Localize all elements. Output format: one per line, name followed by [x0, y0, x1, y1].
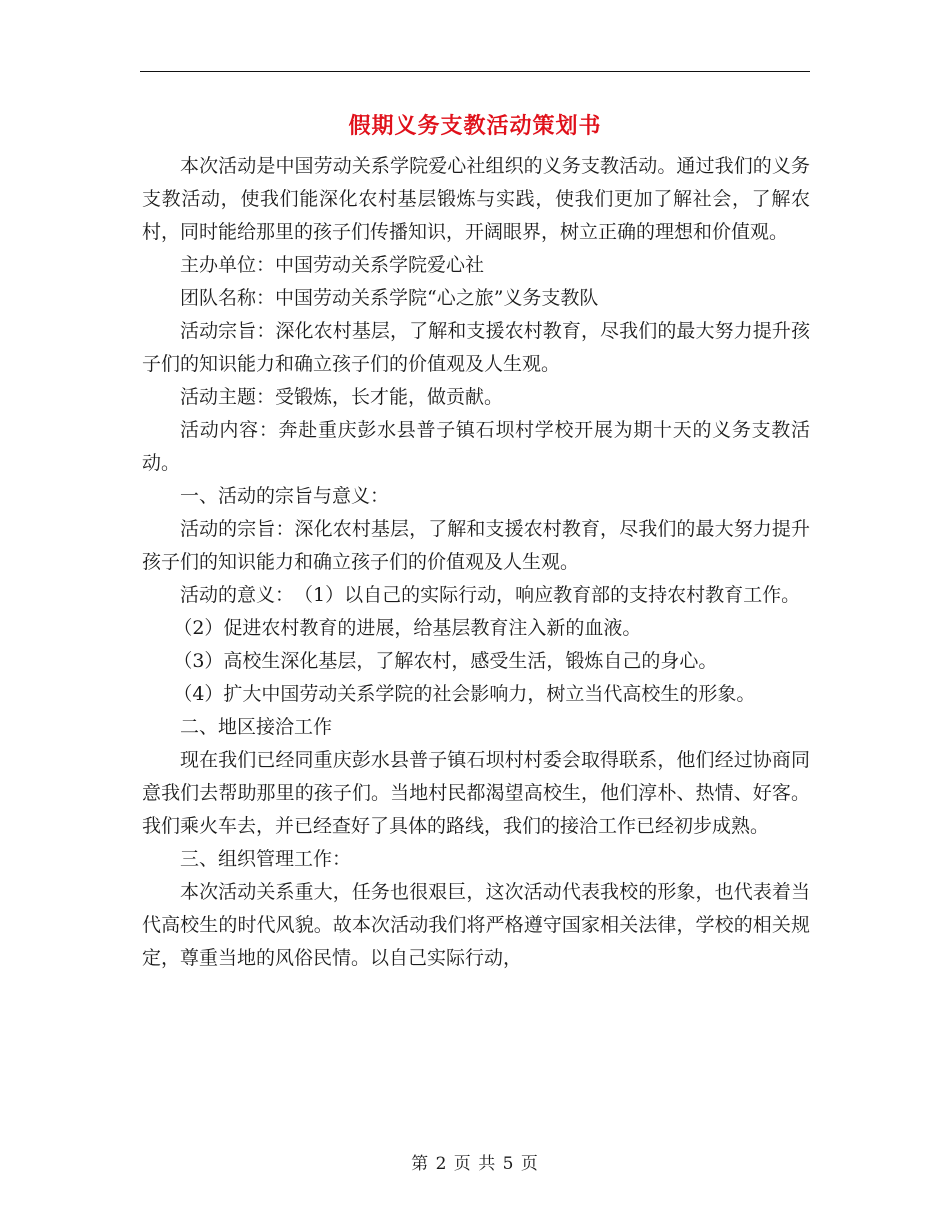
paragraph: 活动的宗旨：深化农村基层，了解和支援农村教育，尽我们的最大努力提升孩子们的知识能力和确立孩子们的价值观及人生观。 — [142, 518, 810, 573]
section-heading: 一、活动的宗旨与意义： — [180, 485, 390, 507]
paragraph: 团队名称：中国劳动关系学院“心之旅”义务支教队 — [180, 287, 599, 309]
list-item: （4）扩大中国劳动关系学院的社会影响力，树立当代高校生的形象。 — [173, 683, 756, 705]
paragraph: 活动的意义： （1）以自己的实际行动，响应教育部的支持农村教育工作。 — [180, 584, 801, 606]
page-number: 第 2 页 共 5 页 — [411, 1154, 539, 1174]
paragraph: 本次活动是中国劳动关系学院爱心社组织的义务支教活动。通过我们的义务支教活动，使我们能深化农村基层锻炼与实践，使我们更加了解社会，了解农村，同时能给那里的孩子们传播知识，开阔眼界，树立正确的理想和价值观。 — [142, 155, 810, 243]
paragraph: 主办单位：中国劳动关系学院爱心社 — [180, 254, 485, 276]
paragraph: 本次活动关系重大，任务也很艰巨，这次活动代表我校的形象，也代表着当代高校生的时代风貌。故本次活动我们将严格遵守国家相关法律，学校的相关规定，尊重当地的风俗民情。以自己实际行动， — [142, 881, 810, 969]
paragraph: 活动主题：受锻炼，长才能，做贡献。 — [180, 386, 504, 408]
paragraph: 活动内容：奔赴重庆彭水县普子镇石坝村学校开展为期十天的义务支教活动。 — [142, 419, 810, 474]
section-heading: 三、组织管理工作： — [180, 848, 352, 870]
header-rule — [140, 71, 810, 72]
section-heading: 二、地区接洽工作 — [180, 716, 333, 738]
document-body — [142, 150, 810, 975]
list-item: （3）高校生深化基层，了解农村，感受生活，锻炼自己的身心。 — [173, 650, 718, 672]
list-item: （2）促进农村教育的进展，给基层教育注入新的血液。 — [173, 617, 642, 639]
paragraph: 活动宗旨：深化农村基层，了解和支援农村教育，尽我们的最大努力提升孩子们的知识能力和确立孩子们的价值观及人生观。 — [142, 320, 810, 375]
document-title: 假期义务支教活动策划书 — [348, 113, 602, 139]
paragraph: 现在我们已经同重庆彭水县普子镇石坝村村委会取得联系，他们经过协商同意我们去帮助那里的孩子们。当地村民都渴望高校生，他们淳朴、热情、好客。我们乘火车去，并已经查好了具体的路线，我们的接洽工作已经初步成熟。 — [142, 749, 810, 837]
